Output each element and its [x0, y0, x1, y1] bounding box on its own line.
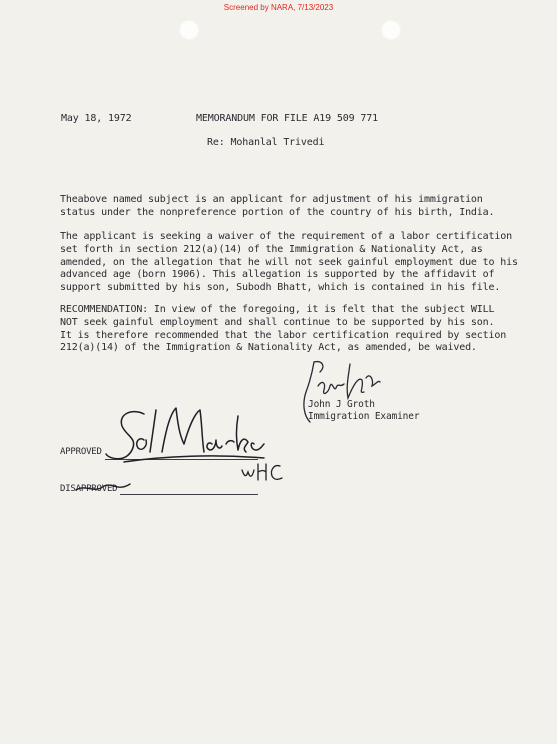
paragraph-1	[60, 194, 528, 220]
paragraph-2	[60, 231, 528, 295]
paragraph-line: support submitted by his son, Subodh Bhatt, which is contained in his file.	[60, 282, 501, 294]
examiner-name: John J Groth	[308, 399, 375, 410]
punch-hole-left	[179, 20, 199, 40]
paragraph-recommendation	[60, 304, 528, 355]
paragraph-line: status under the nonpreference portion of the country of his birth, India.	[60, 206, 495, 218]
paragraph-line: set forth in section 212(a)(14) of the Immigration & Nationality Act, as	[60, 243, 483, 255]
examiner-title: Immigration Examiner	[308, 411, 420, 422]
approver-initials	[240, 456, 286, 486]
disapproved-strike	[74, 478, 134, 498]
paragraph-line: NOT seek gainful employment and shall continue to be supported by his son.	[60, 316, 495, 328]
paragraph-line: 212(a)(14) of the Immigration & Nationality Act, as amended, be waived.	[60, 342, 477, 354]
memo-date: May 18, 1972	[61, 113, 132, 124]
memo-subject: Re: Mohanlal Trivedi	[207, 137, 325, 148]
approved-label: APPROVED	[60, 447, 102, 457]
paragraph-line: Theabove named subject is an applicant for adjustment of his immigration	[60, 194, 483, 205]
paragraph-line: RECOMMENDATION: In view of the foregoing, it is felt that the subject WILL	[60, 304, 495, 315]
disapproved-label: DISAPPROVED	[60, 484, 118, 494]
memo-heading: MEMORANDUM FOR FILE A19 509 771	[196, 113, 378, 124]
punch-hole-right	[381, 20, 401, 40]
paragraph-line: advanced age (born 1906). This allegation is supported by the affidavit of	[60, 269, 495, 281]
paragraph-line: It is therefore recommended that the labor certification required by section	[60, 329, 507, 341]
paragraph-line: amended, on the allegation that he will not seek gainful employment due to his	[60, 256, 518, 268]
paragraph-line: The applicant is seeking a waiver of the requirement of a labor certification	[60, 231, 513, 242]
disapproved-line	[120, 494, 258, 495]
screening-banner: Screened by NARA, 7/13/2023	[223, 3, 334, 12]
